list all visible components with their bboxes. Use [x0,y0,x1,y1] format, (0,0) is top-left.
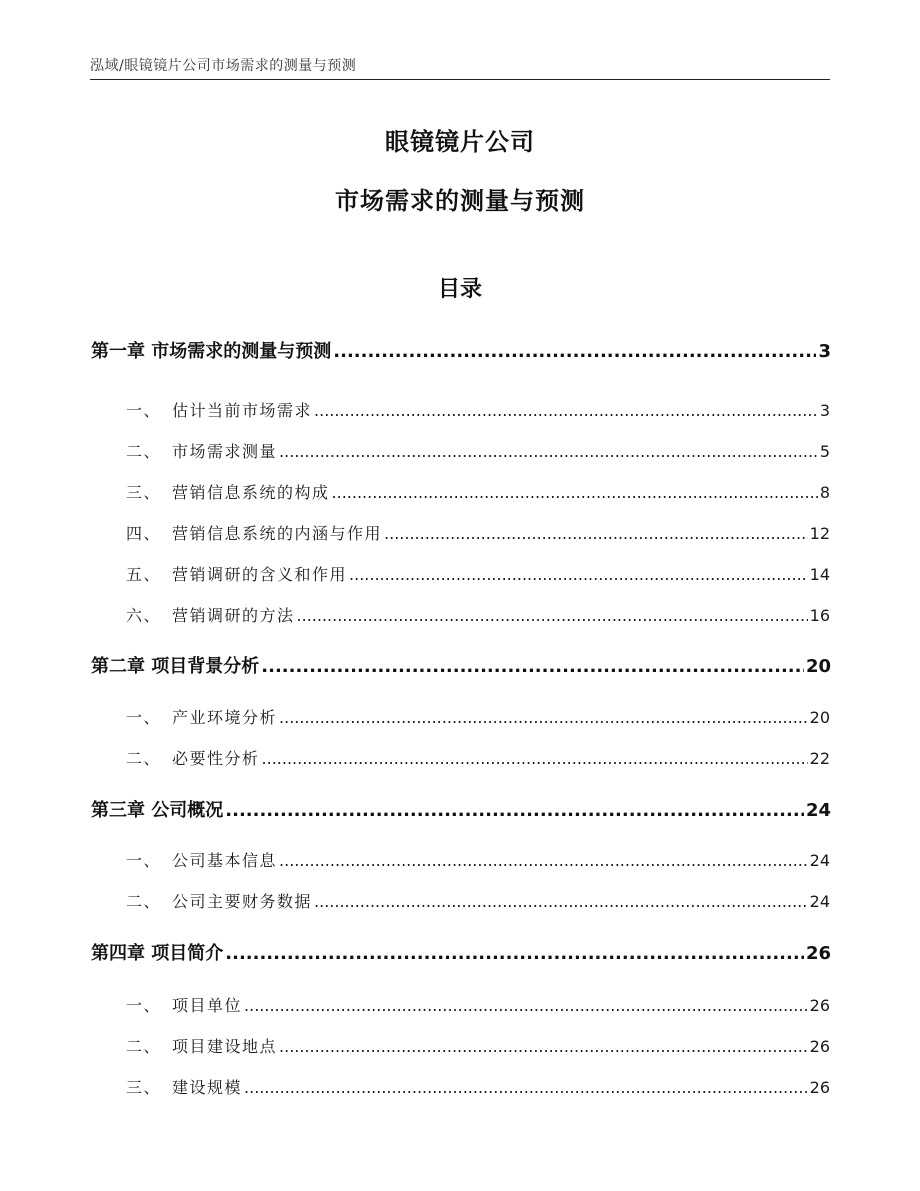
toc-section-4-1[interactable] [126,993,830,1016]
toc-leader [314,401,818,420]
toc-section-title: 营销调研的方法 [172,606,295,625]
toc-leader [261,656,804,677]
toc-leader [279,851,808,870]
toc-section-1-2[interactable] [126,439,830,462]
toc-section-label [126,705,277,728]
toc-chapter-label: 第一章 市场需求的测量与预测 [91,341,332,362]
toc-page-number: 16 [809,606,830,625]
toc-section-label [126,603,295,626]
toc-section-title: 必要性分析 [172,749,260,768]
toc-section-title: 产业环境分析 [172,708,278,727]
document-title: 眼镜镜片公司 [385,128,535,156]
toc-page-number: 14 [809,565,830,584]
toc-section-number: 一、 [126,996,162,1015]
toc-section-1-5[interactable] [126,562,830,585]
toc-leader [332,483,818,502]
toc-section-1-1[interactable] [126,398,830,421]
toc-section-number: 二、 [126,892,162,911]
toc-heading: 目录 [437,277,482,302]
toc-page-number: 5 [819,442,830,461]
toc-section-3-2[interactable] [126,889,830,912]
toc-section-label [126,562,347,585]
toc-section-label [126,1075,242,1098]
toc-section-4-2[interactable] [126,1034,830,1057]
toc-leader [225,800,804,821]
toc-page-number: 24 [805,800,831,821]
toc-section-number: 二、 [126,442,162,461]
toc-section-number: 一、 [126,401,162,420]
toc-section-label [126,889,312,912]
toc-section-title: 建设规模 [172,1078,243,1097]
toc-page-number: 12 [809,524,830,543]
toc-page-number: 20 [809,708,830,727]
toc-section-number: 四、 [126,524,162,543]
toc-page-number: 24 [809,892,830,911]
toc-page-number: 26 [805,943,831,964]
toc-leader [279,442,818,461]
toc-section-label [126,439,277,462]
toc-leader [244,1078,808,1097]
toc-leader [349,565,808,584]
toc-section-number: 二、 [126,749,162,768]
toc-chapter-4[interactable] [91,939,831,965]
toc-page-number: 3 [819,401,830,420]
toc-section-label [126,398,312,421]
toc-section-1-6[interactable] [126,603,830,626]
toc-section-number: 一、 [126,708,162,727]
toc-page-number: 20 [805,656,831,677]
toc-section-title: 营销信息系统的构成 [172,483,330,502]
toc-section-label [126,480,330,503]
toc-section-title: 估计当前市场需求 [172,401,313,420]
toc-section-label [126,1034,277,1057]
toc-section-2-1[interactable] [126,705,830,728]
toc-page-number: 26 [809,1037,830,1056]
toc-leader [279,1037,808,1056]
toc-section-number: 三、 [126,483,162,502]
toc-page-number: 8 [819,483,830,502]
toc-chapter-2[interactable] [91,652,831,678]
toc-leader [225,943,804,964]
toc-chapter-label: 第四章 项目简介 [91,943,224,964]
toc-section-label [126,848,277,871]
toc-chapter-label: 第二章 项目背景分析 [91,656,260,677]
toc-page-number: 26 [809,1078,830,1097]
toc-section-1-3[interactable] [126,480,830,503]
toc-leader [314,892,808,911]
toc-section-number: 二、 [126,1037,162,1056]
toc-section-1-4[interactable] [126,521,830,544]
toc-section-title: 营销调研的含义和作用 [172,565,348,584]
toc-chapter-1[interactable] [91,337,831,363]
toc-page-number: 22 [809,749,830,768]
toc-section-title: 营销信息系统的内涵与作用 [172,524,383,543]
toc-section-2-2[interactable] [126,746,830,769]
toc-section-number: 六、 [126,606,162,625]
document-subtitle: 市场需求的测量与预测 [335,187,585,215]
toc-leader [333,341,816,362]
toc-section-title: 公司主要财务数据 [172,892,313,911]
toc-section-title: 项目建设地点 [172,1037,278,1056]
toc-section-label [126,521,382,544]
header-rule [90,79,830,80]
toc-section-label [126,746,260,769]
toc-page-number: 24 [809,851,830,870]
toc-section-title: 市场需求测量 [172,442,278,461]
toc-section-4-3[interactable] [126,1075,830,1098]
toc-leader [262,749,808,768]
toc-page-number: 3 [818,341,831,362]
toc-section-3-1[interactable] [126,848,830,871]
toc-section-label [126,993,242,1016]
toc-chapter-3[interactable] [91,796,831,822]
toc-chapter-label: 第三章 公司概况 [91,800,224,821]
toc-leader [244,996,808,1015]
running-header: 泓域/眼镜镜片公司市场需求的测量与预测 [90,58,357,74]
toc-leader [297,606,808,625]
toc-section-number: 一、 [126,851,162,870]
toc-section-title: 公司基本信息 [172,851,278,870]
toc-leader [384,524,808,543]
toc-section-number: 五、 [126,565,162,584]
toc-page-number: 26 [809,996,830,1015]
toc-section-title: 项目单位 [172,996,243,1015]
toc-leader [279,708,808,727]
toc-section-number: 三、 [126,1078,162,1097]
